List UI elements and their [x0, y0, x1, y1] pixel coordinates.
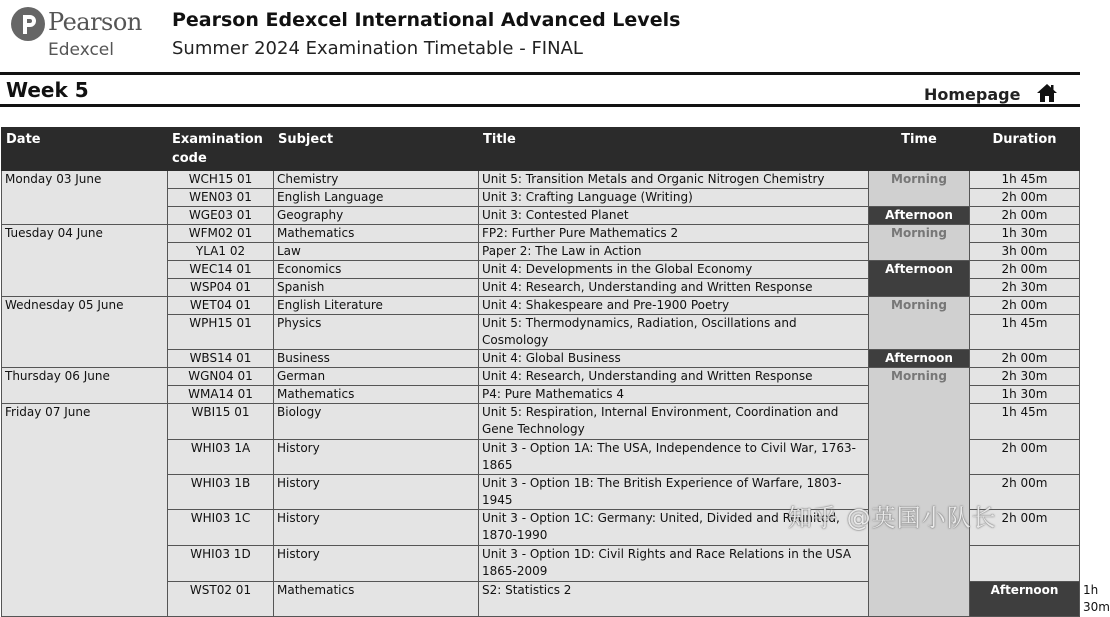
duration-cell: 3h 00m [970, 243, 1080, 261]
subject-cell: English Language [274, 189, 479, 207]
time-cell-morning: Morning [869, 225, 970, 261]
exam-code-cell: WHI03 1C [168, 510, 274, 546]
col-header-subject: Subject [274, 128, 479, 171]
date-cell: Friday 07 June [2, 404, 168, 617]
exam-code-cell: WHI03 1D [168, 546, 274, 582]
title-cell: S2: Statistics 2 [479, 582, 869, 617]
duration-cell: 2h 00m [970, 350, 1080, 368]
exam-code-cell: WSP04 01 [168, 279, 274, 297]
subject-cell: Law [274, 243, 479, 261]
exam-code-cell: WCH15 01 [168, 171, 274, 189]
subject-cell: Biology [274, 404, 479, 440]
col-header-time: Time [869, 128, 970, 171]
exam-code-cell: WGE03 01 [168, 207, 274, 225]
duration-cell: 1h 45m [970, 171, 1080, 189]
duration-cell: 2h 00m [970, 440, 1080, 475]
duration-cell: 1h 30m [970, 386, 1080, 404]
zhihu-watermark: 知乎 @英国小队长 [788, 504, 997, 532]
col-header-duration: Duration [970, 128, 1080, 171]
exam-code-cell: YLA1 02 [168, 243, 274, 261]
subject-cell: History [274, 440, 479, 475]
col-header-title: Title [479, 128, 869, 171]
duration-cell: 2h 30m [970, 279, 1080, 297]
subject-cell: English Literature [274, 297, 479, 315]
page-title: Pearson Edexcel International Advanced Levels [172, 9, 681, 31]
exam-code-cell: WMA14 01 [168, 386, 274, 404]
title-cell: Unit 5: Thermodynamics, Radiation, Oscillations and Cosmology [479, 315, 869, 350]
title-cell: Unit 4: Shakespeare and Pre-1900 Poetry [479, 297, 869, 315]
header-divider-bottom [0, 104, 1080, 107]
duration-cell: 1h 30m [970, 225, 1080, 243]
subject-cell: Business [274, 350, 479, 368]
time-cell-morning: Morning [869, 171, 970, 207]
header-divider-top [0, 72, 1080, 75]
title-cell: Unit 5: Respiration, Internal Environment, Coordination and Gene Technology [479, 404, 869, 440]
subject-cell: Mathematics [274, 386, 479, 404]
exam-code-cell: WHI03 1B [168, 475, 274, 510]
title-cell: Unit 4: Research, Understanding and Written Response [479, 279, 869, 297]
subject-cell: Geography [274, 207, 479, 225]
home-icon[interactable] [1036, 82, 1058, 104]
duration-cell: 2h 00m [970, 261, 1080, 279]
time-cell-afternoon: Afternoon [869, 350, 970, 368]
exam-code-cell: WEN03 01 [168, 189, 274, 207]
duration-cell: 2h 00m [970, 475, 1080, 510]
exam-code-cell: WBS14 01 [168, 350, 274, 368]
time-cell-afternoon: Afternoon [869, 207, 970, 225]
duration-cell: 2h 30m [970, 368, 1080, 386]
table-header-row [2, 128, 1080, 171]
duration-cell: 2h 00m [970, 297, 1080, 315]
table-row [2, 171, 1080, 189]
title-cell: Paper 2: The Law in Action [479, 243, 869, 261]
title-cell: Unit 3: Crafting Language (Writing) [479, 189, 869, 207]
exam-code-cell: WST02 01 [168, 582, 274, 617]
logo-word-edexcel: Edexcel [48, 40, 114, 60]
title-cell: Unit 5: Transition Metals and Organic Nitrogen Chemistry [479, 171, 869, 189]
exam-timetable [1, 127, 1110, 617]
title-cell: Unit 3 - Option 1C: Germany: United, Divided and Reunited, 1870-1990 [479, 510, 869, 546]
table-row [2, 297, 1080, 315]
title-cell: Unit 3 - Option 1D: Civil Rights and Race Relations in the USA 1865-2009 [479, 546, 869, 582]
date-cell: Thursday 06 June [2, 368, 168, 404]
exam-code-cell: WPH15 01 [168, 315, 274, 350]
exam-code-cell: WBI15 01 [168, 404, 274, 440]
table-row [2, 225, 1080, 243]
col-header-date: Date [2, 128, 168, 171]
date-cell: Wednesday 05 June [2, 297, 168, 368]
duration-cell: 2h 00m [970, 189, 1080, 207]
title-cell: Unit 3: Contested Planet [479, 207, 869, 225]
subject-cell: Spanish [274, 279, 479, 297]
duration-cell: 2h 00m [970, 510, 1080, 546]
exam-code-cell: WGN04 01 [168, 368, 274, 386]
title-cell: Unit 4: Global Business [479, 350, 869, 368]
pearson-logo [8, 4, 148, 64]
week-heading: Week 5 [6, 78, 89, 102]
title-cell: FP2: Further Pure Mathematics 2 [479, 225, 869, 243]
title-cell: P4: Pure Mathematics 4 [479, 386, 869, 404]
date-cell: Monday 03 June [2, 171, 168, 225]
page-subtitle: Summer 2024 Examination Timetable - FINAL [172, 38, 583, 59]
table-row: WST02 01 Mathematics S2: Statistics 2 Afternoon 1h 30m [2, 582, 1080, 617]
table-row [2, 368, 1080, 386]
logo-word-pearson: Pearson [48, 8, 142, 36]
time-cell-morning: Morning [869, 368, 970, 617]
col-header-code: Examination code [168, 128, 274, 171]
subject-cell: History [274, 475, 479, 510]
duration-cell: 1h 45m [970, 404, 1080, 440]
subject-cell: History [274, 510, 479, 546]
duration-cell [970, 546, 1080, 582]
pearson-p-icon [10, 6, 46, 42]
title-cell: Unit 3 - Option 1A: The USA, Independence to Civil War, 1763-1865 [479, 440, 869, 475]
subject-cell: History [274, 546, 479, 582]
exam-code-cell: WET04 01 [168, 297, 274, 315]
subject-cell: German [274, 368, 479, 386]
time-cell-morning: Morning [869, 297, 970, 350]
exam-code-cell: WHI03 1A [168, 440, 274, 475]
exam-code-cell: WFM02 01 [168, 225, 274, 243]
subject-cell: Economics [274, 261, 479, 279]
time-cell-afternoon: Afternoon [869, 261, 970, 297]
homepage-link[interactable]: Homepage [924, 85, 1021, 104]
title-cell: Unit 3 - Option 1B: The British Experience of Warfare, 1803-1945 [479, 475, 869, 510]
subject-cell: Physics [274, 315, 479, 350]
exam-code-cell: WEC14 01 [168, 261, 274, 279]
subject-cell: Chemistry [274, 171, 479, 189]
duration-cell: 2h 00m [970, 207, 1080, 225]
subject-cell: Mathematics [274, 582, 479, 617]
subject-cell: Mathematics [274, 225, 479, 243]
duration-cell: 1h 45m [970, 315, 1080, 350]
time-cell-afternoon: Afternoon [970, 582, 1080, 617]
title-cell: Unit 4: Research, Understanding and Written Response [479, 368, 869, 386]
title-cell: Unit 4: Developments in the Global Economy [479, 261, 869, 279]
date-cell: Tuesday 04 June [2, 225, 168, 297]
